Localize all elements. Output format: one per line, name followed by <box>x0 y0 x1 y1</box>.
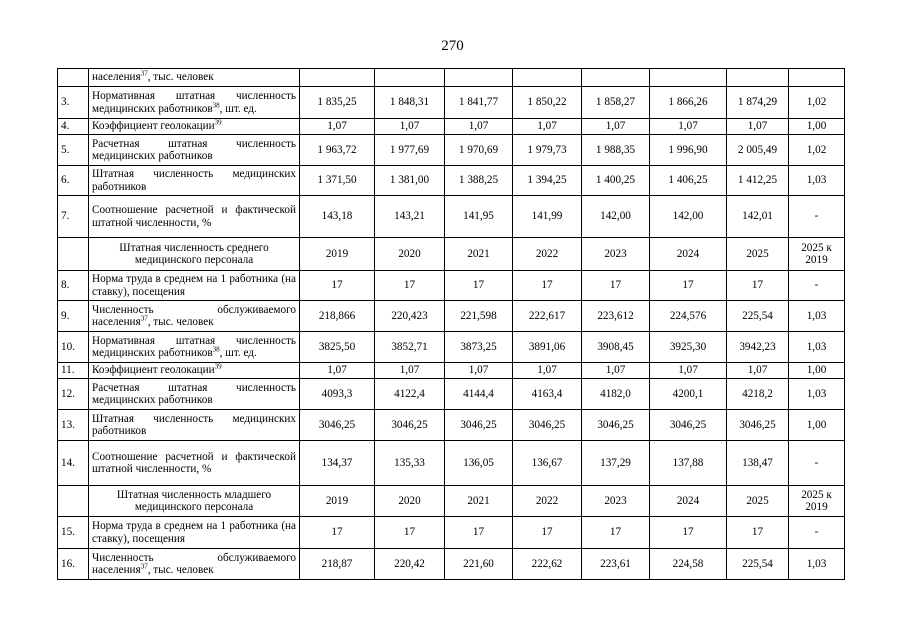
row-number: 6. <box>58 166 89 196</box>
row-label-text: Численность обслуживаемого населения <box>92 551 296 576</box>
row-label-text: Штатная численность медицинских работников <box>92 412 296 437</box>
table-row <box>58 271 845 301</box>
row-number: 12. <box>58 379 89 410</box>
value-cell: 17 <box>650 517 727 549</box>
year-header-cell: 2021 <box>445 238 513 271</box>
row-number: 14. <box>58 441 89 486</box>
value-cell: 4144,4 <box>445 379 513 410</box>
row-label-text: Штатная численность среднего медицинского персонала <box>119 241 269 266</box>
value-cell: 4200,1 <box>650 379 727 410</box>
row-label-text: Штатная численность медицинских работников <box>92 168 296 193</box>
page-number: 270 <box>441 38 464 54</box>
value-cell: 4093,3 <box>300 379 375 410</box>
value-cell: 1,03 <box>789 379 845 410</box>
table-row <box>58 135 845 166</box>
row-number: 11. <box>58 363 89 379</box>
table-row <box>58 441 845 486</box>
value-cell: 17 <box>727 271 789 301</box>
value-cell: 17 <box>513 271 582 301</box>
value-cell: 1 835,25 <box>300 87 375 119</box>
value-cell: 17 <box>582 517 650 549</box>
value-cell <box>513 69 582 87</box>
value-cell: 17 <box>375 271 445 301</box>
value-cell: 1,00 <box>789 119 845 135</box>
row-label-text: Норма труда в среднем на 1 работника (на ставку), посещения <box>92 520 296 545</box>
value-cell: 4122,4 <box>375 379 445 410</box>
row-label <box>89 410 300 441</box>
value-cell: 143,21 <box>375 196 445 238</box>
year-header-cell: 2019 <box>300 486 375 517</box>
value-cell: 1,03 <box>789 549 845 580</box>
value-cell: 3046,25 <box>445 410 513 441</box>
value-cell: 3852,71 <box>375 332 445 363</box>
value-cell: 142,00 <box>650 196 727 238</box>
row-label-suffix: , тыс. человек <box>147 71 214 84</box>
value-cell: 223,612 <box>582 301 650 332</box>
row-label <box>89 441 300 486</box>
value-cell <box>650 69 727 87</box>
row-label-suffix: , тыс. человек <box>147 316 214 328</box>
table-row <box>58 301 845 332</box>
value-cell: 1 977,69 <box>375 135 445 166</box>
value-cell: 218,87 <box>300 549 375 580</box>
value-cell: - <box>789 517 845 549</box>
row-label <box>89 166 300 196</box>
table-row <box>58 196 845 238</box>
table-row <box>58 87 845 119</box>
value-cell <box>375 69 445 87</box>
value-cell: 137,29 <box>582 441 650 486</box>
value-cell: 3046,25 <box>513 410 582 441</box>
row-number: 4. <box>58 119 89 135</box>
footnote-ref: 39 <box>214 362 222 371</box>
value-cell: 1 400,25 <box>582 166 650 196</box>
row-label <box>89 486 300 517</box>
value-cell: 1,00 <box>789 363 845 379</box>
row-number: 3. <box>58 87 89 119</box>
row-number: 8. <box>58 271 89 301</box>
value-cell: 1 988,35 <box>582 135 650 166</box>
year-header-cell: 2025 <box>727 486 789 517</box>
table-row <box>58 486 845 517</box>
value-cell: 225,54 <box>727 301 789 332</box>
value-cell: 1,07 <box>582 119 650 135</box>
row-number: 7. <box>58 196 89 238</box>
value-cell: 1 381,00 <box>375 166 445 196</box>
footnote-ref: 38 <box>212 100 220 109</box>
value-cell: 143,18 <box>300 196 375 238</box>
value-cell: 1 388,25 <box>445 166 513 196</box>
row-label-text: Расчетная штатная численность медицинских работников <box>92 137 296 162</box>
row-number: 5. <box>58 135 89 166</box>
table-row <box>58 69 845 87</box>
value-cell: 135,33 <box>375 441 445 486</box>
table-row <box>58 410 845 441</box>
value-cell: 1 858,27 <box>582 87 650 119</box>
value-cell: 4163,4 <box>513 379 582 410</box>
value-cell: 1,07 <box>375 119 445 135</box>
row-label <box>89 379 300 410</box>
row-label <box>89 119 300 135</box>
table-row <box>58 119 845 135</box>
value-cell: 1 394,25 <box>513 166 582 196</box>
value-cell: 2 005,49 <box>727 135 789 166</box>
row-number <box>58 238 89 271</box>
value-cell: 4218,2 <box>727 379 789 410</box>
value-cell: 141,95 <box>445 196 513 238</box>
value-cell: 3873,25 <box>445 332 513 363</box>
row-label-text: Штатная численность младшего медицинского персонала <box>116 488 272 513</box>
row-label-text: Соотношение расчетной и фактической штатной численности, % <box>92 204 296 229</box>
value-cell: 220,423 <box>375 301 445 332</box>
table-row <box>58 363 845 379</box>
table-row <box>58 166 845 196</box>
footnote-ref: 38 <box>212 345 220 354</box>
value-cell: 1 412,25 <box>727 166 789 196</box>
row-label-suffix: , шт. ед. <box>219 102 257 115</box>
row-label <box>89 238 300 271</box>
value-cell <box>582 69 650 87</box>
row-label-text: Нормативная штатная численность медицинских работников <box>92 90 296 115</box>
row-label <box>89 87 300 119</box>
year-header-cell: 2024 <box>650 238 727 271</box>
value-cell: 1 371,50 <box>300 166 375 196</box>
value-cell: 136,05 <box>445 441 513 486</box>
footnote-ref: 39 <box>214 118 222 127</box>
value-cell: 142,01 <box>727 196 789 238</box>
row-label-suffix: , шт. ед. <box>219 347 257 359</box>
row-label <box>89 271 300 301</box>
value-cell: 142,00 <box>582 196 650 238</box>
value-cell: 220,42 <box>375 549 445 580</box>
value-cell: 1,07 <box>375 363 445 379</box>
footnote-ref: 37 <box>140 562 148 571</box>
year-header-cell: 2023 <box>582 486 650 517</box>
row-number: 10. <box>58 332 89 363</box>
value-cell: 134,37 <box>300 441 375 486</box>
value-cell: 224,58 <box>650 549 727 580</box>
value-cell: 1,00 <box>789 410 845 441</box>
row-label <box>89 69 300 87</box>
value-cell: 141,99 <box>513 196 582 238</box>
value-cell: 137,88 <box>650 441 727 486</box>
row-label-suffix: , тыс. человек <box>147 564 214 576</box>
value-cell: 4182,0 <box>582 379 650 410</box>
value-cell: 1,07 <box>582 363 650 379</box>
value-cell: 3825,50 <box>300 332 375 363</box>
year-header-cell: 2020 <box>375 486 445 517</box>
value-cell: 1,07 <box>727 363 789 379</box>
row-label-text: Расчетная штатная численность медицинских работников <box>92 381 296 406</box>
value-cell: 1 874,29 <box>727 87 789 119</box>
value-cell: 1 970,69 <box>445 135 513 166</box>
value-cell: 1,07 <box>513 119 582 135</box>
value-cell: 1 963,72 <box>300 135 375 166</box>
value-cell: - <box>789 271 845 301</box>
value-cell: 222,617 <box>513 301 582 332</box>
value-cell: 3891,06 <box>513 332 582 363</box>
value-cell: 17 <box>300 517 375 549</box>
footnote-ref: 37 <box>140 314 148 323</box>
table-row <box>58 549 845 580</box>
footnote-ref: 37 <box>140 69 148 78</box>
value-cell: 1 866,26 <box>650 87 727 119</box>
staffing-table <box>57 68 845 580</box>
value-cell: 221,598 <box>445 301 513 332</box>
value-cell: 3046,25 <box>727 410 789 441</box>
row-number: 16. <box>58 549 89 580</box>
year-header-cell: 2025 <box>727 238 789 271</box>
value-cell: - <box>789 196 845 238</box>
value-cell: 1,07 <box>650 119 727 135</box>
row-number: 15. <box>58 517 89 549</box>
value-cell: 223,61 <box>582 549 650 580</box>
value-cell: 17 <box>375 517 445 549</box>
value-cell: 17 <box>727 517 789 549</box>
row-label <box>89 301 300 332</box>
year-header-cell: 2023 <box>582 238 650 271</box>
row-label-text: Норма труда в среднем на 1 работника (на ставку), посещения <box>92 273 296 298</box>
year-header-cell: 2025 к 2019 <box>789 238 845 271</box>
value-cell: 17 <box>445 271 513 301</box>
value-cell: 1 850,22 <box>513 87 582 119</box>
value-cell <box>789 69 845 87</box>
value-cell: 1,07 <box>513 363 582 379</box>
value-cell: 3046,25 <box>582 410 650 441</box>
value-cell: 3046,25 <box>300 410 375 441</box>
value-cell: 222,62 <box>513 549 582 580</box>
value-cell: 225,54 <box>727 549 789 580</box>
row-label <box>89 332 300 363</box>
row-label <box>89 517 300 549</box>
value-cell: 1 841,77 <box>445 87 513 119</box>
value-cell: 1,07 <box>300 119 375 135</box>
year-header-cell: 2025 к 2019 <box>789 486 845 517</box>
row-label-text: Численность обслуживаемого населения <box>92 303 296 328</box>
year-header-cell: 2019 <box>300 238 375 271</box>
value-cell <box>727 69 789 87</box>
value-cell: 1,07 <box>445 119 513 135</box>
value-cell: 3046,25 <box>650 410 727 441</box>
row-number: 13. <box>58 410 89 441</box>
row-label-text: Коэффициент геолокации <box>92 364 215 377</box>
value-cell: 3908,45 <box>582 332 650 363</box>
value-cell: 1,07 <box>727 119 789 135</box>
value-cell: 1,03 <box>789 301 845 332</box>
value-cell: 1 996,90 <box>650 135 727 166</box>
value-cell <box>445 69 513 87</box>
row-label <box>89 549 300 580</box>
row-label <box>89 363 300 379</box>
value-cell: 17 <box>300 271 375 301</box>
value-cell: 1,02 <box>789 135 845 166</box>
table-row <box>58 332 845 363</box>
value-cell: 1,02 <box>789 87 845 119</box>
value-cell: 3925,30 <box>650 332 727 363</box>
value-cell: 3046,25 <box>375 410 445 441</box>
value-cell: 1 979,73 <box>513 135 582 166</box>
value-cell: 136,67 <box>513 441 582 486</box>
row-label <box>89 196 300 238</box>
value-cell: 218,866 <box>300 301 375 332</box>
value-cell: 224,576 <box>650 301 727 332</box>
value-cell: 1,03 <box>789 166 845 196</box>
value-cell: 1 406,25 <box>650 166 727 196</box>
value-cell: 17 <box>513 517 582 549</box>
value-cell: 1,07 <box>300 363 375 379</box>
row-label <box>89 135 300 166</box>
value-cell <box>300 69 375 87</box>
table-row <box>58 238 845 271</box>
year-header-cell: 2024 <box>650 486 727 517</box>
value-cell: 138,47 <box>727 441 789 486</box>
table-row <box>58 379 845 410</box>
value-cell: 1,03 <box>789 332 845 363</box>
year-header-cell: 2022 <box>513 238 582 271</box>
value-cell: 1,07 <box>650 363 727 379</box>
table-row <box>58 517 845 549</box>
row-label-text: Коэффициент геолокации <box>92 120 215 133</box>
value-cell: 221,60 <box>445 549 513 580</box>
year-header-cell: 2022 <box>513 486 582 517</box>
value-cell: 3942,23 <box>727 332 789 363</box>
year-header-cell: 2021 <box>445 486 513 517</box>
row-number <box>58 486 89 517</box>
row-number <box>58 69 89 87</box>
row-number: 9. <box>58 301 89 332</box>
value-cell: - <box>789 441 845 486</box>
row-label-text: населения <box>92 71 141 84</box>
row-label-text: Нормативная штатная численность медицинских работников <box>92 334 296 359</box>
value-cell: 1 848,31 <box>375 87 445 119</box>
value-cell: 17 <box>650 271 727 301</box>
value-cell: 17 <box>445 517 513 549</box>
value-cell: 17 <box>582 271 650 301</box>
year-header-cell: 2020 <box>375 238 445 271</box>
row-label-text: Соотношение расчетной и фактической штатной численности, % <box>92 450 296 475</box>
value-cell: 1,07 <box>445 363 513 379</box>
